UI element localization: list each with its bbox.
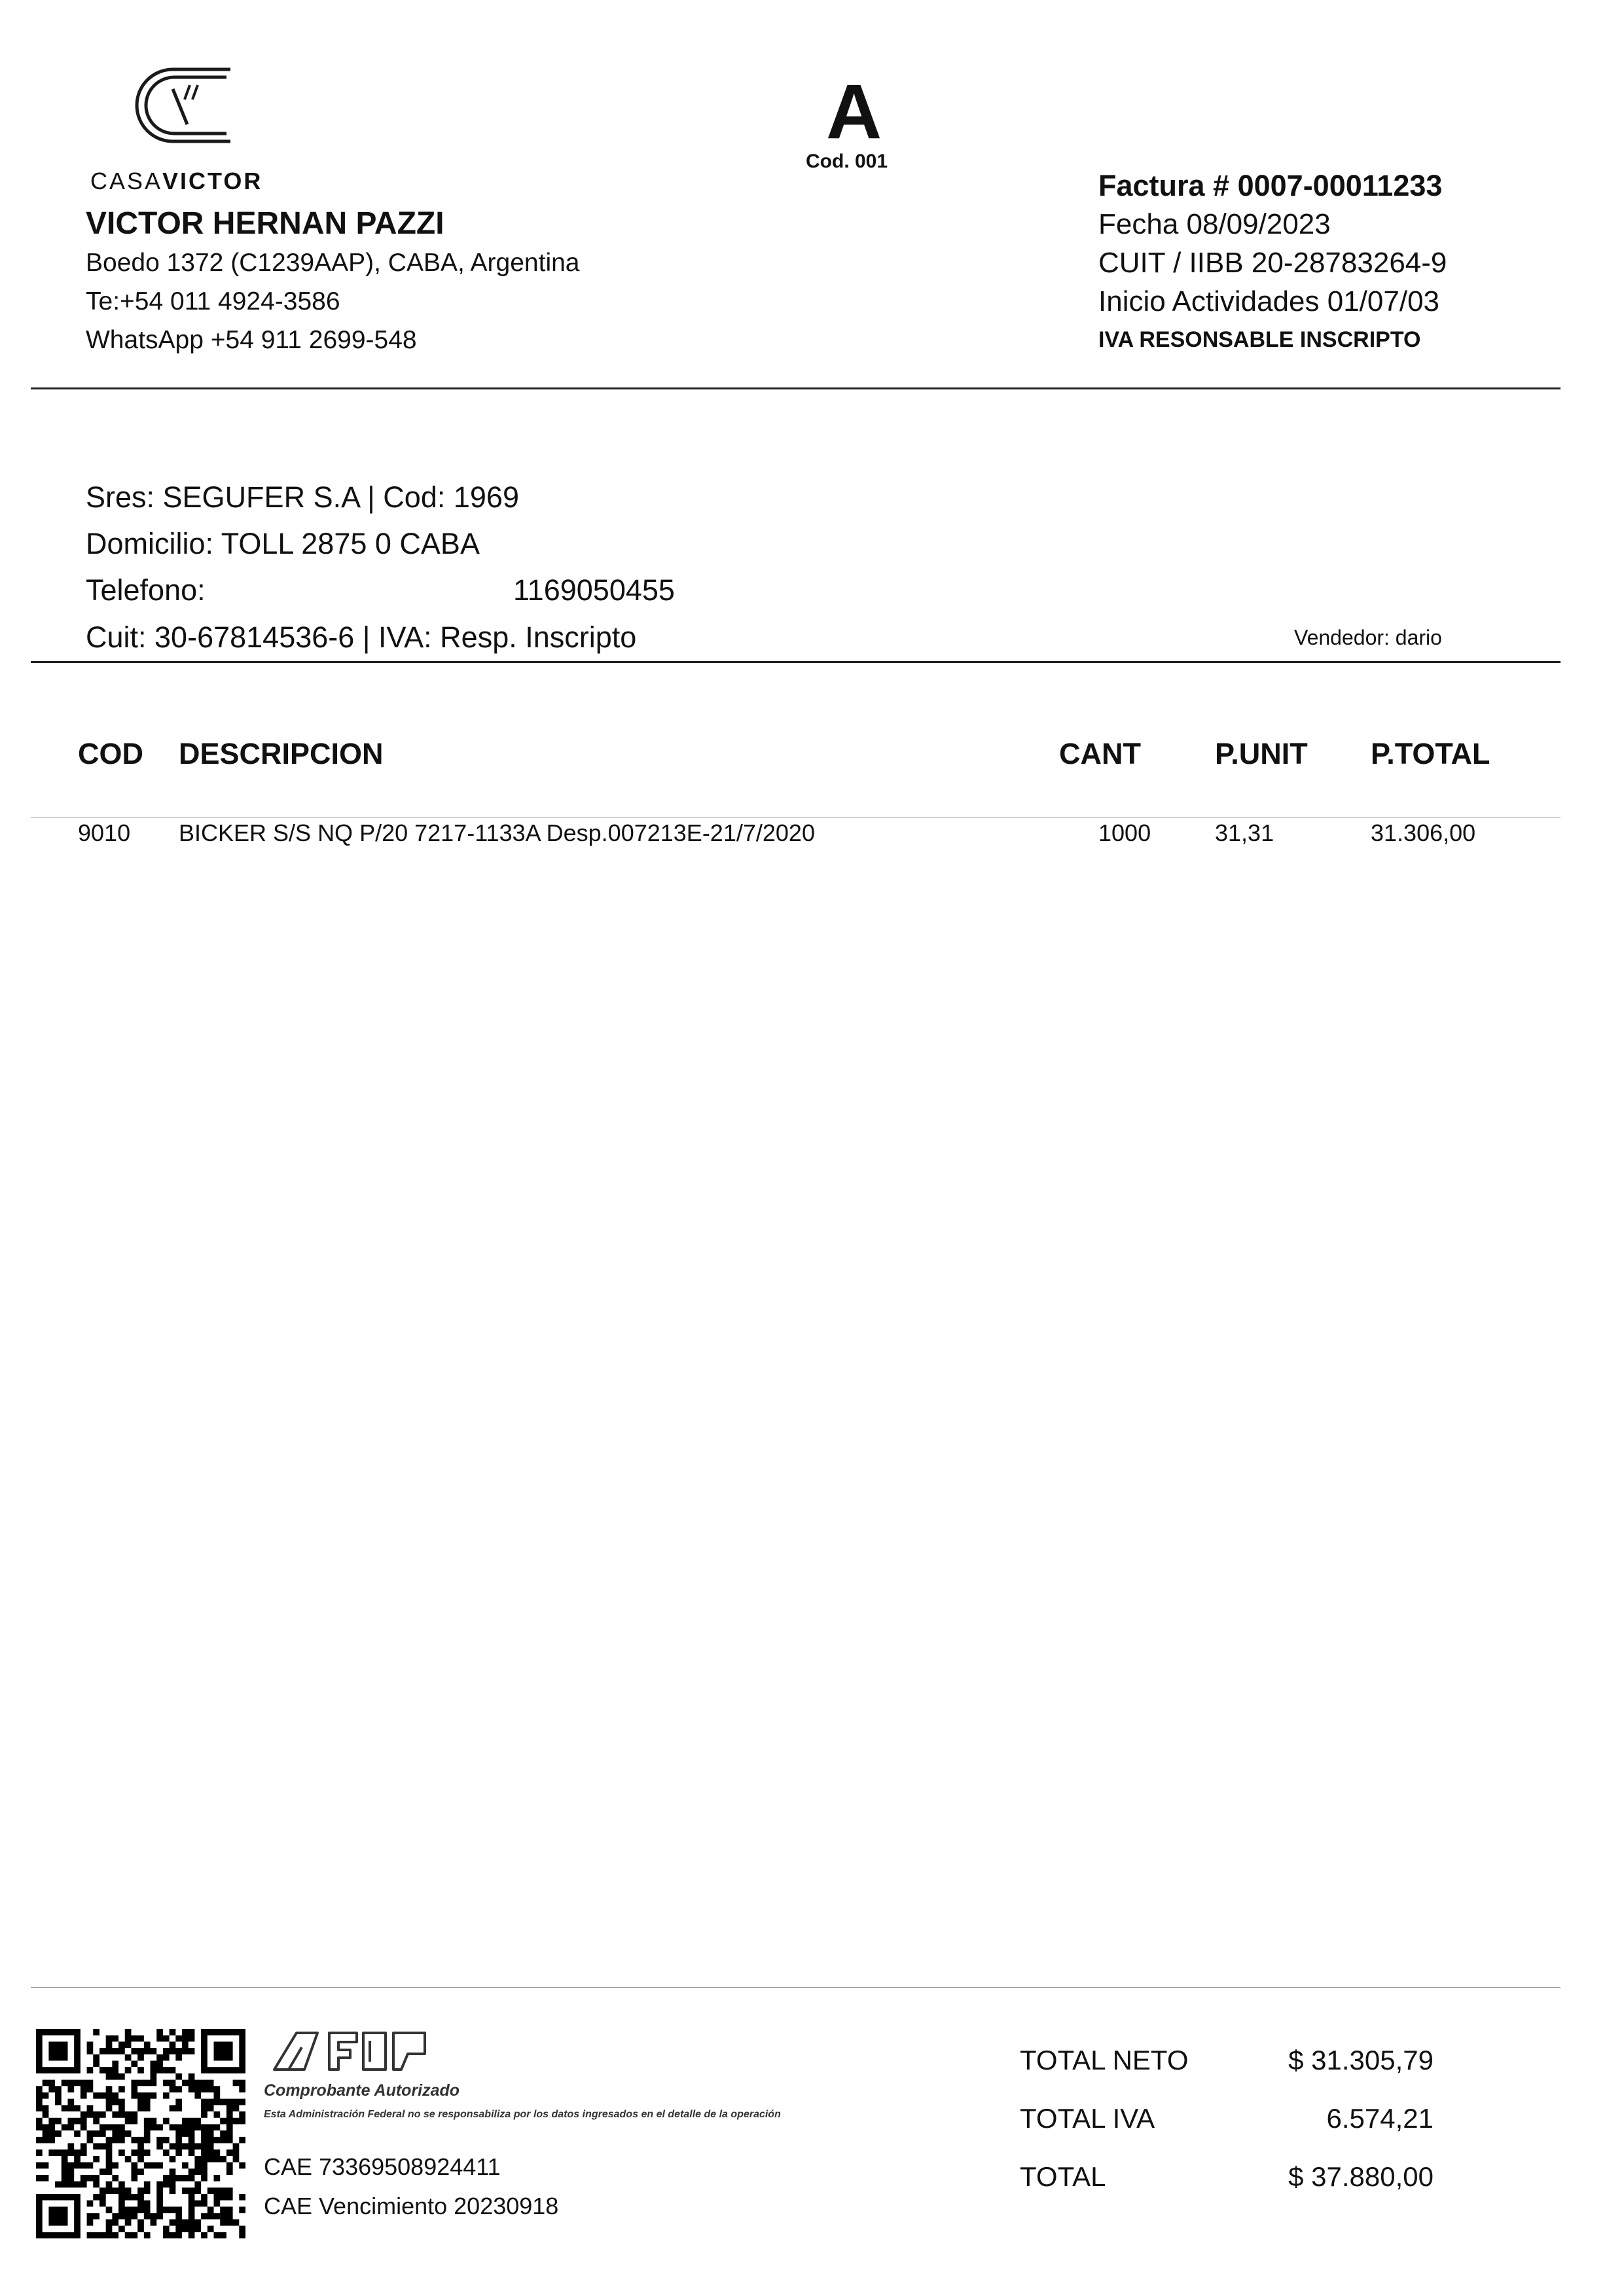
brand-name bbox=[90, 168, 262, 195]
total-value: $ 37.880,00 bbox=[1288, 2161, 1434, 2192]
brand-name-bold: VICTOR bbox=[162, 168, 263, 194]
invoice-number: Factura # 0007-00011233 bbox=[1098, 169, 1443, 202]
col-header-desc: DESCRIPCION bbox=[179, 737, 384, 770]
invoice-type-letter: A bbox=[826, 69, 882, 155]
invoice-date: Fecha 08/09/2023 bbox=[1098, 208, 1331, 240]
invoice-type-code: Cod. 001 bbox=[806, 151, 888, 172]
invoice-iva-condition: IVA RESONSABLE INSCRIPTO bbox=[1098, 327, 1421, 352]
customer-phone-value: 1169050455 bbox=[513, 573, 675, 607]
seller-rep: Vendedor: dario bbox=[1294, 626, 1442, 649]
header-divider bbox=[31, 387, 1561, 389]
total-iva-value: 6.574,21 bbox=[1326, 2103, 1434, 2134]
customer-name: Sres: SEGUFER S.A | Cod: 1969 bbox=[86, 480, 519, 514]
seller-whatsapp: WhatsApp +54 911 2699-548 bbox=[86, 326, 417, 354]
total-neto-value: $ 31.305,79 bbox=[1288, 2045, 1434, 2075]
row-cant: 1000 bbox=[1098, 819, 1151, 846]
seller-name: VICTOR HERNAN PAZZI bbox=[86, 206, 444, 241]
customer-address: Domicilio: TOLL 2875 0 CABA bbox=[86, 527, 480, 560]
row-unit: 31,31 bbox=[1215, 819, 1274, 846]
col-header-cod: COD bbox=[78, 737, 143, 770]
customer-divider bbox=[31, 661, 1561, 663]
casavictor-logo-icon bbox=[135, 65, 232, 145]
col-header-cant: CANT bbox=[1059, 737, 1141, 770]
seller-address: Boedo 1372 (C1239AAP), CABA, Argentina bbox=[86, 249, 580, 277]
brand-name-light: CASA bbox=[90, 168, 163, 194]
footer-divider bbox=[31, 1987, 1561, 1988]
qr-code-icon bbox=[36, 2029, 245, 2238]
customer-phone-label: Telefono: bbox=[86, 573, 206, 607]
invoice-start-date: Inicio Actividades 01/07/03 bbox=[1098, 285, 1440, 317]
cae-number: CAE 73369508924411 bbox=[264, 2153, 501, 2180]
authorized-label: Comprobante Autorizado bbox=[264, 2081, 460, 2100]
invoice-cuit: CUIT / IIBB 20-28783264-9 bbox=[1098, 247, 1447, 279]
afip-disclaimer: Esta Administración Federal no se responsabiliza por los datos ingresados en el detalle de la operación bbox=[264, 2109, 781, 2120]
row-cod: 9010 bbox=[78, 819, 131, 846]
total-iva-label: TOTAL IVA bbox=[1020, 2103, 1155, 2134]
col-header-total: P.TOTAL bbox=[1371, 737, 1490, 770]
customer-cuit: Cuit: 30-67814536-6 | IVA: Resp. Inscripto bbox=[86, 620, 637, 654]
cae-due-date: CAE Vencimiento 20230918 bbox=[264, 2193, 559, 2219]
row-total: 31.306,00 bbox=[1371, 819, 1476, 846]
total-label: TOTAL bbox=[1020, 2161, 1106, 2192]
row-desc: BICKER S/S NQ P/20 7217-1133A Desp.007213E-21/7/2020 bbox=[179, 819, 815, 846]
col-header-unit: P.UNIT bbox=[1215, 737, 1308, 770]
total-neto-label: TOTAL NETO bbox=[1020, 2045, 1189, 2075]
afip-logo-icon bbox=[270, 2028, 441, 2075]
seller-phone: Te:+54 011 4924-3586 bbox=[86, 287, 340, 315]
